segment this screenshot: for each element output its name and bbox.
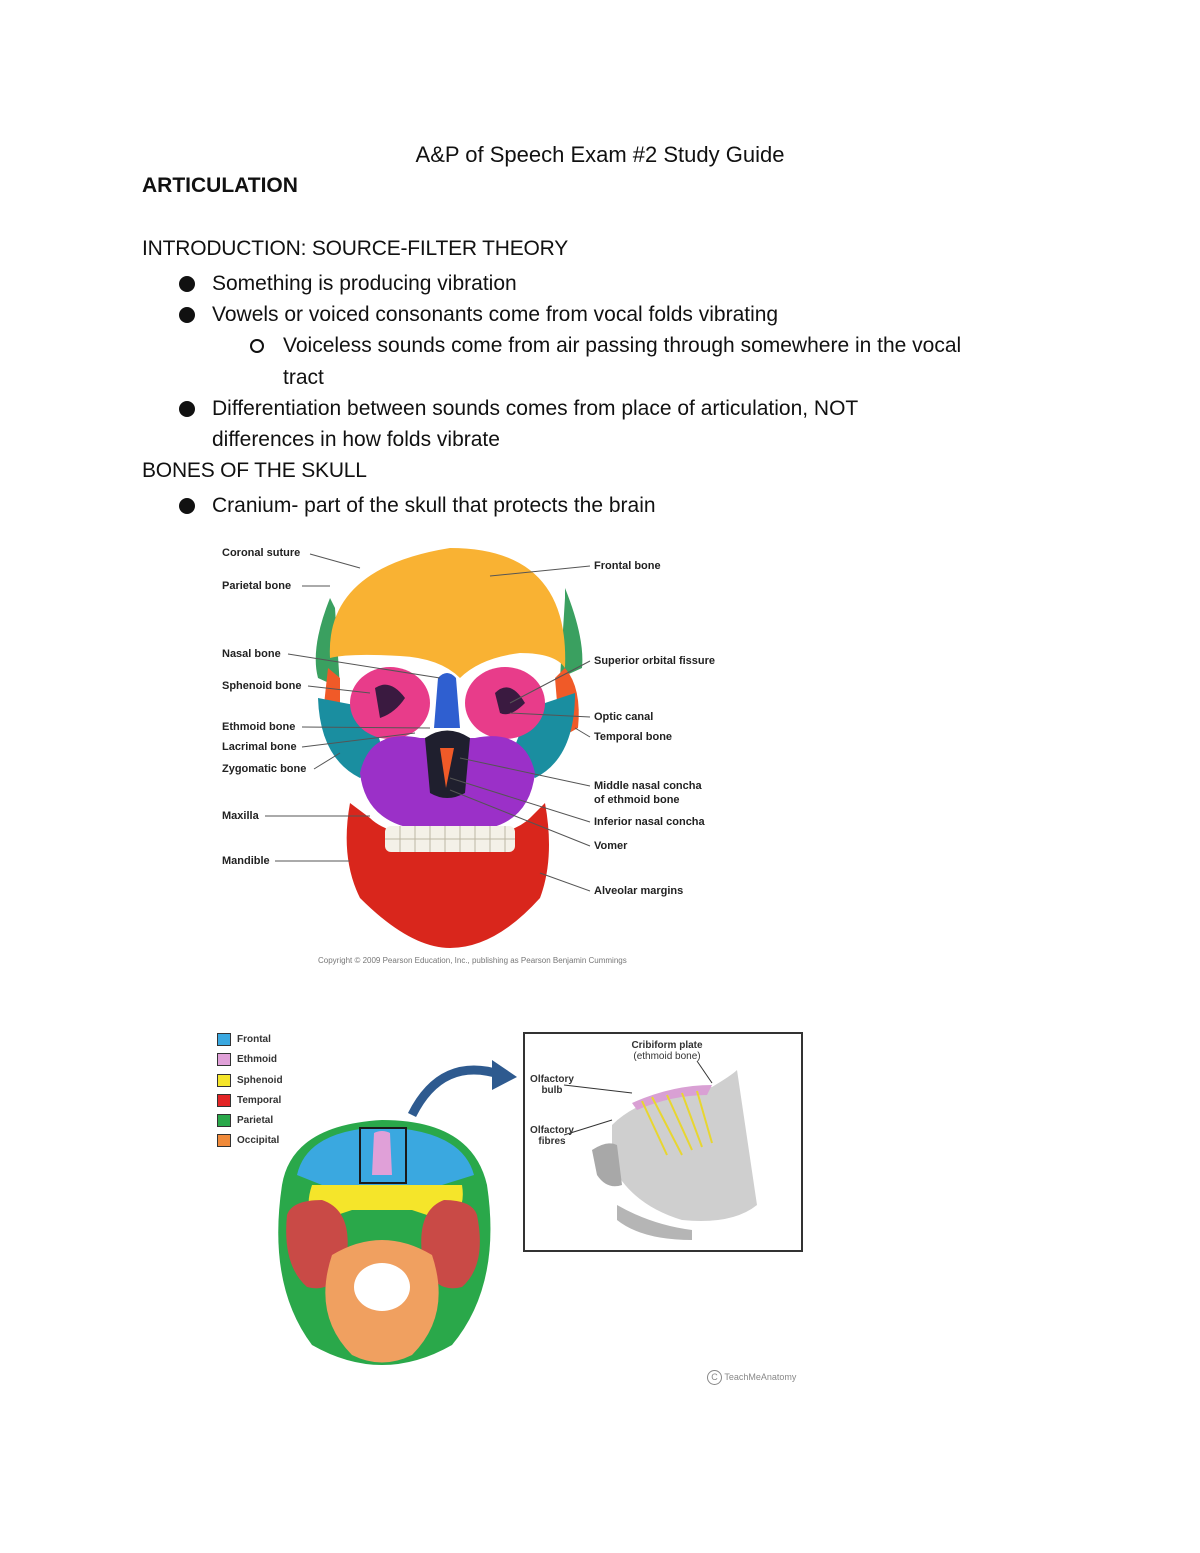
label-cribriform-line1: Cribiform plate	[631, 1040, 703, 1051]
cranial-base-illustration	[212, 1025, 812, 1390]
label-olfactory-fibres-line1: Olfactory	[530, 1125, 574, 1136]
list-item	[178, 299, 1078, 330]
bullet-text: Vowels or voiced consonants come from vocal folds vibrating	[212, 303, 779, 326]
label-of-ethmoid-bone: of ethmoid bone	[594, 794, 680, 806]
label-vomer: Vomer	[594, 840, 628, 852]
label-middle-nasal-concha: Middle nasal concha	[594, 780, 702, 792]
skull-anterior-figure	[210, 528, 740, 973]
list-item	[178, 393, 1078, 456]
credit-teachmeanatomy	[707, 1370, 796, 1385]
copyright-circle-icon: C	[707, 1370, 722, 1385]
sub-bullet-text-line2: tract	[283, 366, 324, 389]
label-lacrimal-bone: Lacrimal bone	[222, 741, 297, 753]
list-item	[178, 330, 1078, 393]
bullet-dot-icon	[179, 307, 195, 323]
figure-copyright: Copyright © 2009 Pearson Education, Inc., publishing as Pearson Benjamin Cummings	[318, 956, 627, 965]
section-heading-articulation: ARTICULATION	[142, 174, 298, 197]
legend-label-temporal: Temporal	[237, 1095, 282, 1106]
label-maxilla: Maxilla	[222, 810, 259, 822]
intro-bullet-list	[178, 268, 1078, 456]
label-temporal-bone: Temporal bone	[594, 731, 673, 743]
label-optic-canal: Optic canal	[594, 711, 654, 723]
list-item	[178, 490, 1078, 521]
label-inferior-nasal-concha: Inferior nasal concha	[594, 816, 705, 828]
document-title: A&P of Speech Exam #2 Study Guide	[415, 142, 785, 167]
legend-label-occipital: Occipital	[237, 1135, 280, 1146]
bullet-text-line2: differences in how folds vibrate	[212, 428, 500, 451]
credit-text: TeachMeAnatomy	[724, 1372, 797, 1382]
bullet-circle-icon	[250, 339, 264, 353]
label-olfactory-fibres-line2: fibres	[538, 1136, 566, 1147]
intro-heading: INTRODUCTION: SOURCE-FILTER THEORY	[142, 237, 569, 260]
label-olfactory-fibres	[527, 1125, 577, 1147]
legend-label-parietal: Parietal	[237, 1115, 274, 1126]
bullet-text: Cranium- part of the skull that protects the brain	[212, 494, 656, 517]
bullet-dot-icon	[179, 401, 195, 417]
legend-label-ethmoid: Ethmoid	[237, 1054, 277, 1065]
label-alveolar-margins: Alveolar margins	[594, 885, 684, 897]
label-sphenoid-bone: Sphenoid bone	[222, 680, 302, 692]
bones-heading: BONES OF THE SKULL	[142, 459, 367, 482]
bullet-text: Something is producing vibration	[212, 272, 517, 295]
label-coronal-suture: Coronal suture	[222, 547, 301, 559]
legend-label-frontal: Frontal	[237, 1034, 271, 1045]
list-item	[178, 268, 1078, 299]
label-nasal-bone: Nasal bone	[222, 648, 281, 660]
label-parietal-bone: Parietal bone	[222, 580, 292, 592]
label-cribriform-line2: (ethmoid bone)	[633, 1051, 701, 1062]
label-ethmoid-bone: Ethmoid bone	[222, 721, 296, 733]
bullet-text-line1: Differentiation between sounds comes from place of articulation, NOT	[212, 397, 859, 420]
label-olfactory-bulb-line1: Olfactory	[530, 1074, 574, 1085]
cranial-base-figure	[212, 1025, 812, 1390]
bullet-dot-icon	[179, 276, 195, 292]
legend-label-sphenoid: Sphenoid	[237, 1075, 283, 1086]
label-cribriform-plate	[622, 1040, 712, 1062]
label-olfactory-bulb	[527, 1074, 577, 1096]
sub-bullet-text-line1: Voiceless sounds come from air passing through somewhere in the vocal	[283, 334, 962, 357]
label-zygomatic-bone: Zygomatic bone	[222, 763, 307, 775]
label-mandible: Mandible	[222, 855, 270, 867]
label-olfactory-bulb-line2: bulb	[541, 1085, 563, 1096]
label-superior-orbital-fissure: Superior orbital fissure	[594, 655, 716, 667]
bullet-dot-icon	[179, 498, 195, 514]
label-frontal-bone: Frontal bone	[594, 560, 661, 572]
